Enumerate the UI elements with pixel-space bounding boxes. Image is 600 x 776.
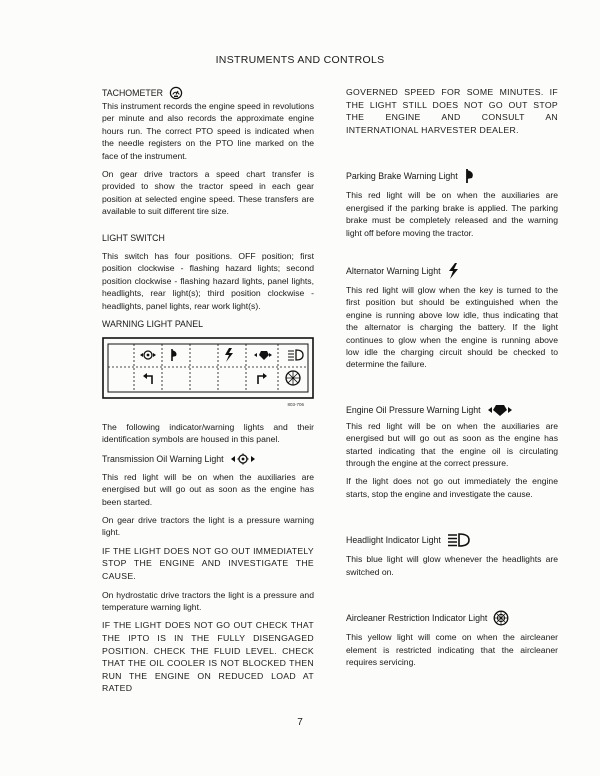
transmission-oil-paragraph-1: This red light will be on when the auxiliaries are energised but will go out as soon as the engine has been started. — [102, 471, 314, 507]
alternator-heading-text: Alternator Warning Light — [346, 265, 441, 276]
headlight-icon — [447, 532, 471, 548]
transmission-oil-paragraph-2: On gear drive tractors the light is a pressure warning light. — [102, 514, 314, 538]
parking-brake-icon — [464, 168, 476, 184]
parking-brake-heading — [346, 168, 558, 184]
engine-oil-paragraph-2: If the light does not go out immediately the engine starts, stop the engine and investigate the cause. — [346, 476, 558, 499]
headlight-heading-text: Headlight Indicator Light — [346, 535, 441, 546]
aircleaner-paragraph: This yellow light will come on when the aircleaner element is restricted indicating that the aircleaner requires servicing. — [346, 632, 558, 667]
page-number: 7 — [297, 717, 303, 728]
engine-oil-heading-text: Engine Oil Pressure Warning Light — [346, 404, 481, 415]
warning-light-panel-diagram — [102, 337, 314, 399]
headlight-heading — [346, 532, 558, 548]
panel-engine-oil-icon — [254, 351, 272, 360]
tachometer-paragraph-2: On gear drive tractors a speed chart transfer is provided to show the tractor speed in each gear position at selected engine speed. These transfers are available to suit different tire size. — [102, 169, 314, 217]
panel-parking-brake-icon — [172, 349, 177, 361]
panel-transmission-oil-icon — [140, 351, 156, 359]
transmission-oil-heading — [102, 452, 314, 466]
panel-headlight-icon — [288, 350, 303, 360]
tachometer-icon — [169, 86, 183, 100]
parking-brake-paragraph: This red light will be on when the auxiliaries are energised if the parking brake is applied. The parking brake must be completely released and the warning light off before moving the tractor. — [346, 190, 558, 238]
alternator-heading — [346, 263, 558, 279]
transmission-oil-paragraph-3: On hydrostatic drive tractors the light is a pressure and temperature warning light. — [102, 589, 314, 612]
tachometer-heading-text: TACHOMETER — [102, 87, 163, 98]
panel-aircleaner-icon — [286, 371, 300, 385]
alternator-paragraph: This red light will glow when the key is turned to the first position but should be extinguished when the engine is running above low idle, thus indicating that the alternator is charging the battery. If the light continues to glow when the engine is running above low idle the charging circuit should be checked to determine the failure. — [346, 285, 558, 370]
left-column — [102, 86, 314, 701]
page-title: INSTRUMENTS AND CONTROLS — [215, 54, 385, 66]
panel-turn-right-icon — [258, 373, 267, 384]
engine-oil-heading — [346, 403, 558, 417]
light-switch-paragraph: This switch has four positions. OFF position; first position clockwise - flashing hazard lights; second position clockwise - flashing hazard lights, panel lights, headlights, rear light(s); third position clockwise - headlights, panel lights, rear work light(s). — [102, 251, 314, 311]
transmission-oil-warning-1: IF THE LIGHT DOES NOT GO OUT IMMEDIATELY STOP THE ENGINE AND INVESTIGATE THE CAUSE. — [102, 545, 314, 581]
headlight-paragraph: This blue light will glow whenever the headlights are switched on. — [346, 554, 558, 577]
continued-warning: GOVERNED SPEED FOR SOME MINUTES. IF THE LIGHT STILL DOES NOT GO OUT STOP THE ENGINE AND CONSULT AN INTERNATIONAL HARVESTER DEALER. — [346, 87, 558, 135]
transmission-oil-icon — [230, 452, 256, 466]
panel-turn-left-icon — [143, 373, 152, 384]
aircleaner-icon — [493, 610, 509, 626]
right-column — [346, 86, 558, 674]
aircleaner-heading-text: Aircleaner Restriction Indicator Light — [346, 612, 488, 623]
warning-light-panel-heading: WARNING LIGHT PANEL — [102, 319, 204, 330]
alternator-icon — [447, 263, 459, 279]
panel-figure-code: 803-706 — [287, 401, 304, 407]
engine-oil-paragraph-1: This red light will be on when the auxiliaries are energised but will go out as soon as the engine has started indicating that the engine oil is circulating through the engine at the correct pressure. — [346, 420, 558, 469]
light-switch-heading: LIGHT SWITCH — [102, 232, 165, 243]
tachometer-paragraph-1: This instrument records the engine speed in revolutions per minute and also records the approximate engine hours run. The correct PTO speed is indicated when the needle registers on the PTO line marked on the face of the instrument. — [102, 101, 314, 161]
transmission-oil-heading-text: Transmission Oil Warning Light — [102, 453, 224, 464]
engine-oil-icon — [487, 403, 513, 417]
warning-light-panel-figure — [102, 337, 314, 411]
panel-paragraph: The following indicator/warning lights and their identification symbols are housed in this panel. — [102, 421, 314, 445]
tachometer-heading — [102, 86, 314, 100]
transmission-oil-warning-2: IF THE LIGHT DOES NOT GO OUT CHECK THAT THE IPTO IS IN THE FULLY DISENGAGED POSITION. CHECK THE FLUID LEVEL. CHECK THAT THE OIL COOLER IS NOT BLOCKED THEN RUN THE ENGINE ON REDUCED LOAD AT RATED — [102, 620, 314, 694]
parking-brake-heading-text: Parking Brake Warning Light — [346, 171, 458, 182]
panel-alternator-icon — [225, 348, 233, 362]
aircleaner-heading — [346, 610, 558, 626]
